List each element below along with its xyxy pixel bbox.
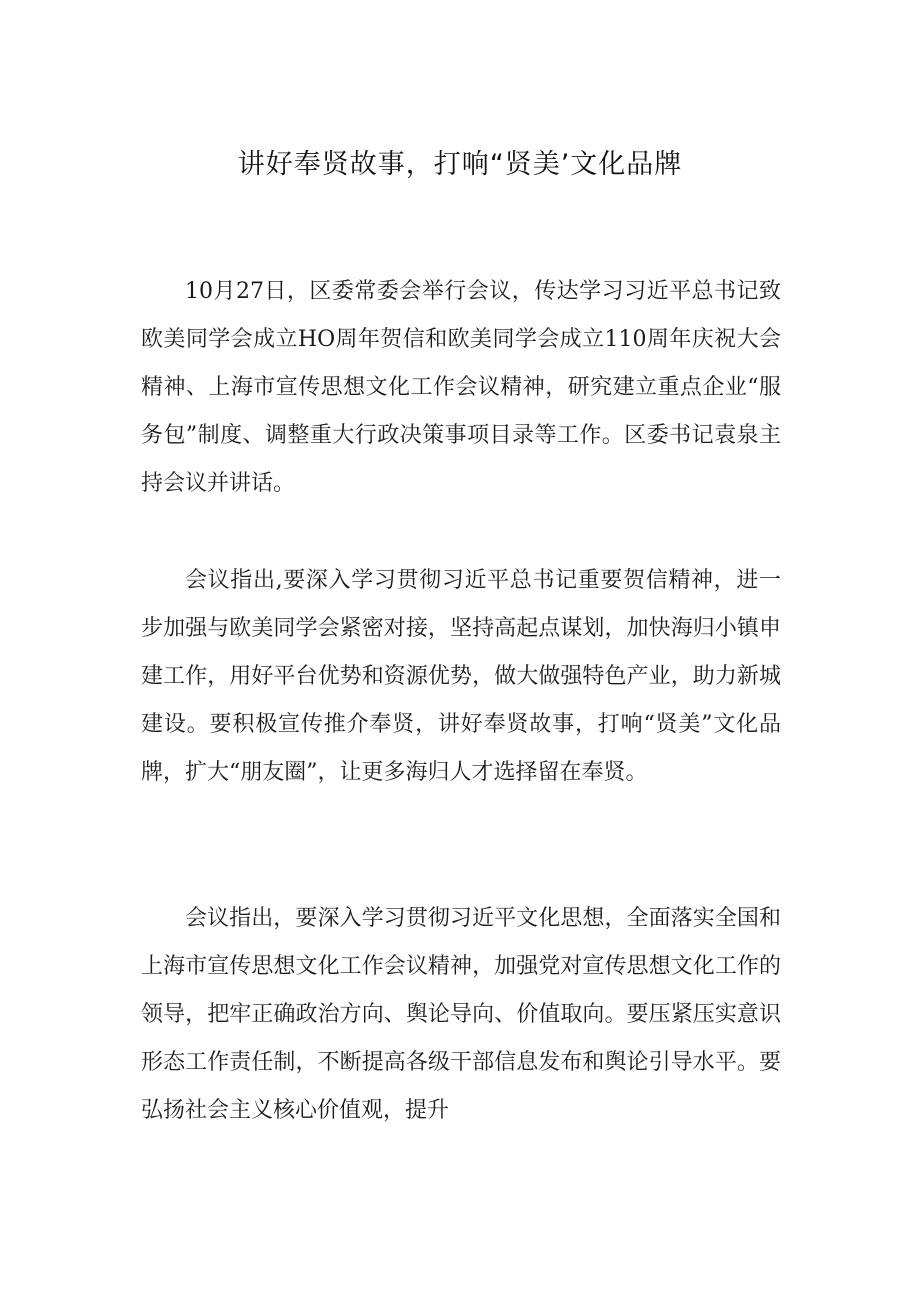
paragraph-meeting-summary: 10月27日，区委常委会举行会议，传达学习习近平总书记致欧美同学会成立HO周年贺信和欧美同学会成立110周年庆祝大会精神、上海市宣传思想文化工作会议精神，研究建立重点企业“服务包”制度、调整重大行政决策事项目录等工作。区委书记袁泉主持会议并讲话。 [141,279,781,496]
document-title: 讲好奉贤故事，打响“贤美’文化品牌 [237,149,683,180]
paragraph-congratulatory-letter: 会议指出,要深入学习贯彻习近平总书记重要贺信精神，进一步加强与欧美同学会紧密对接，坚持高起点谋划，加快海归小镇申建工作，用好平台优势和资源优势，做大做强特色产业，助力新城建设。要积极宣传推介奉贤，讲好奉贤故事，打响“贤美”文化品牌，扩大“朋友圈”，让更多海归人才选择留在奉贤。 [141,568,781,785]
paragraph-culture-thought: 会议指出，要深入学习贯彻习近平文化思想，全面落实全国和上海市宣传思想文化工作会议精神，加强党对宣传思想文化工作的领导，把牢正确政治方向、舆论导向、价值取向。要压紧压实意识形态工作责任制，不断提高各级干部信息发布和舆论引导水平。要弘扬社会主义核心价值观，提升 [141,906,781,1123]
